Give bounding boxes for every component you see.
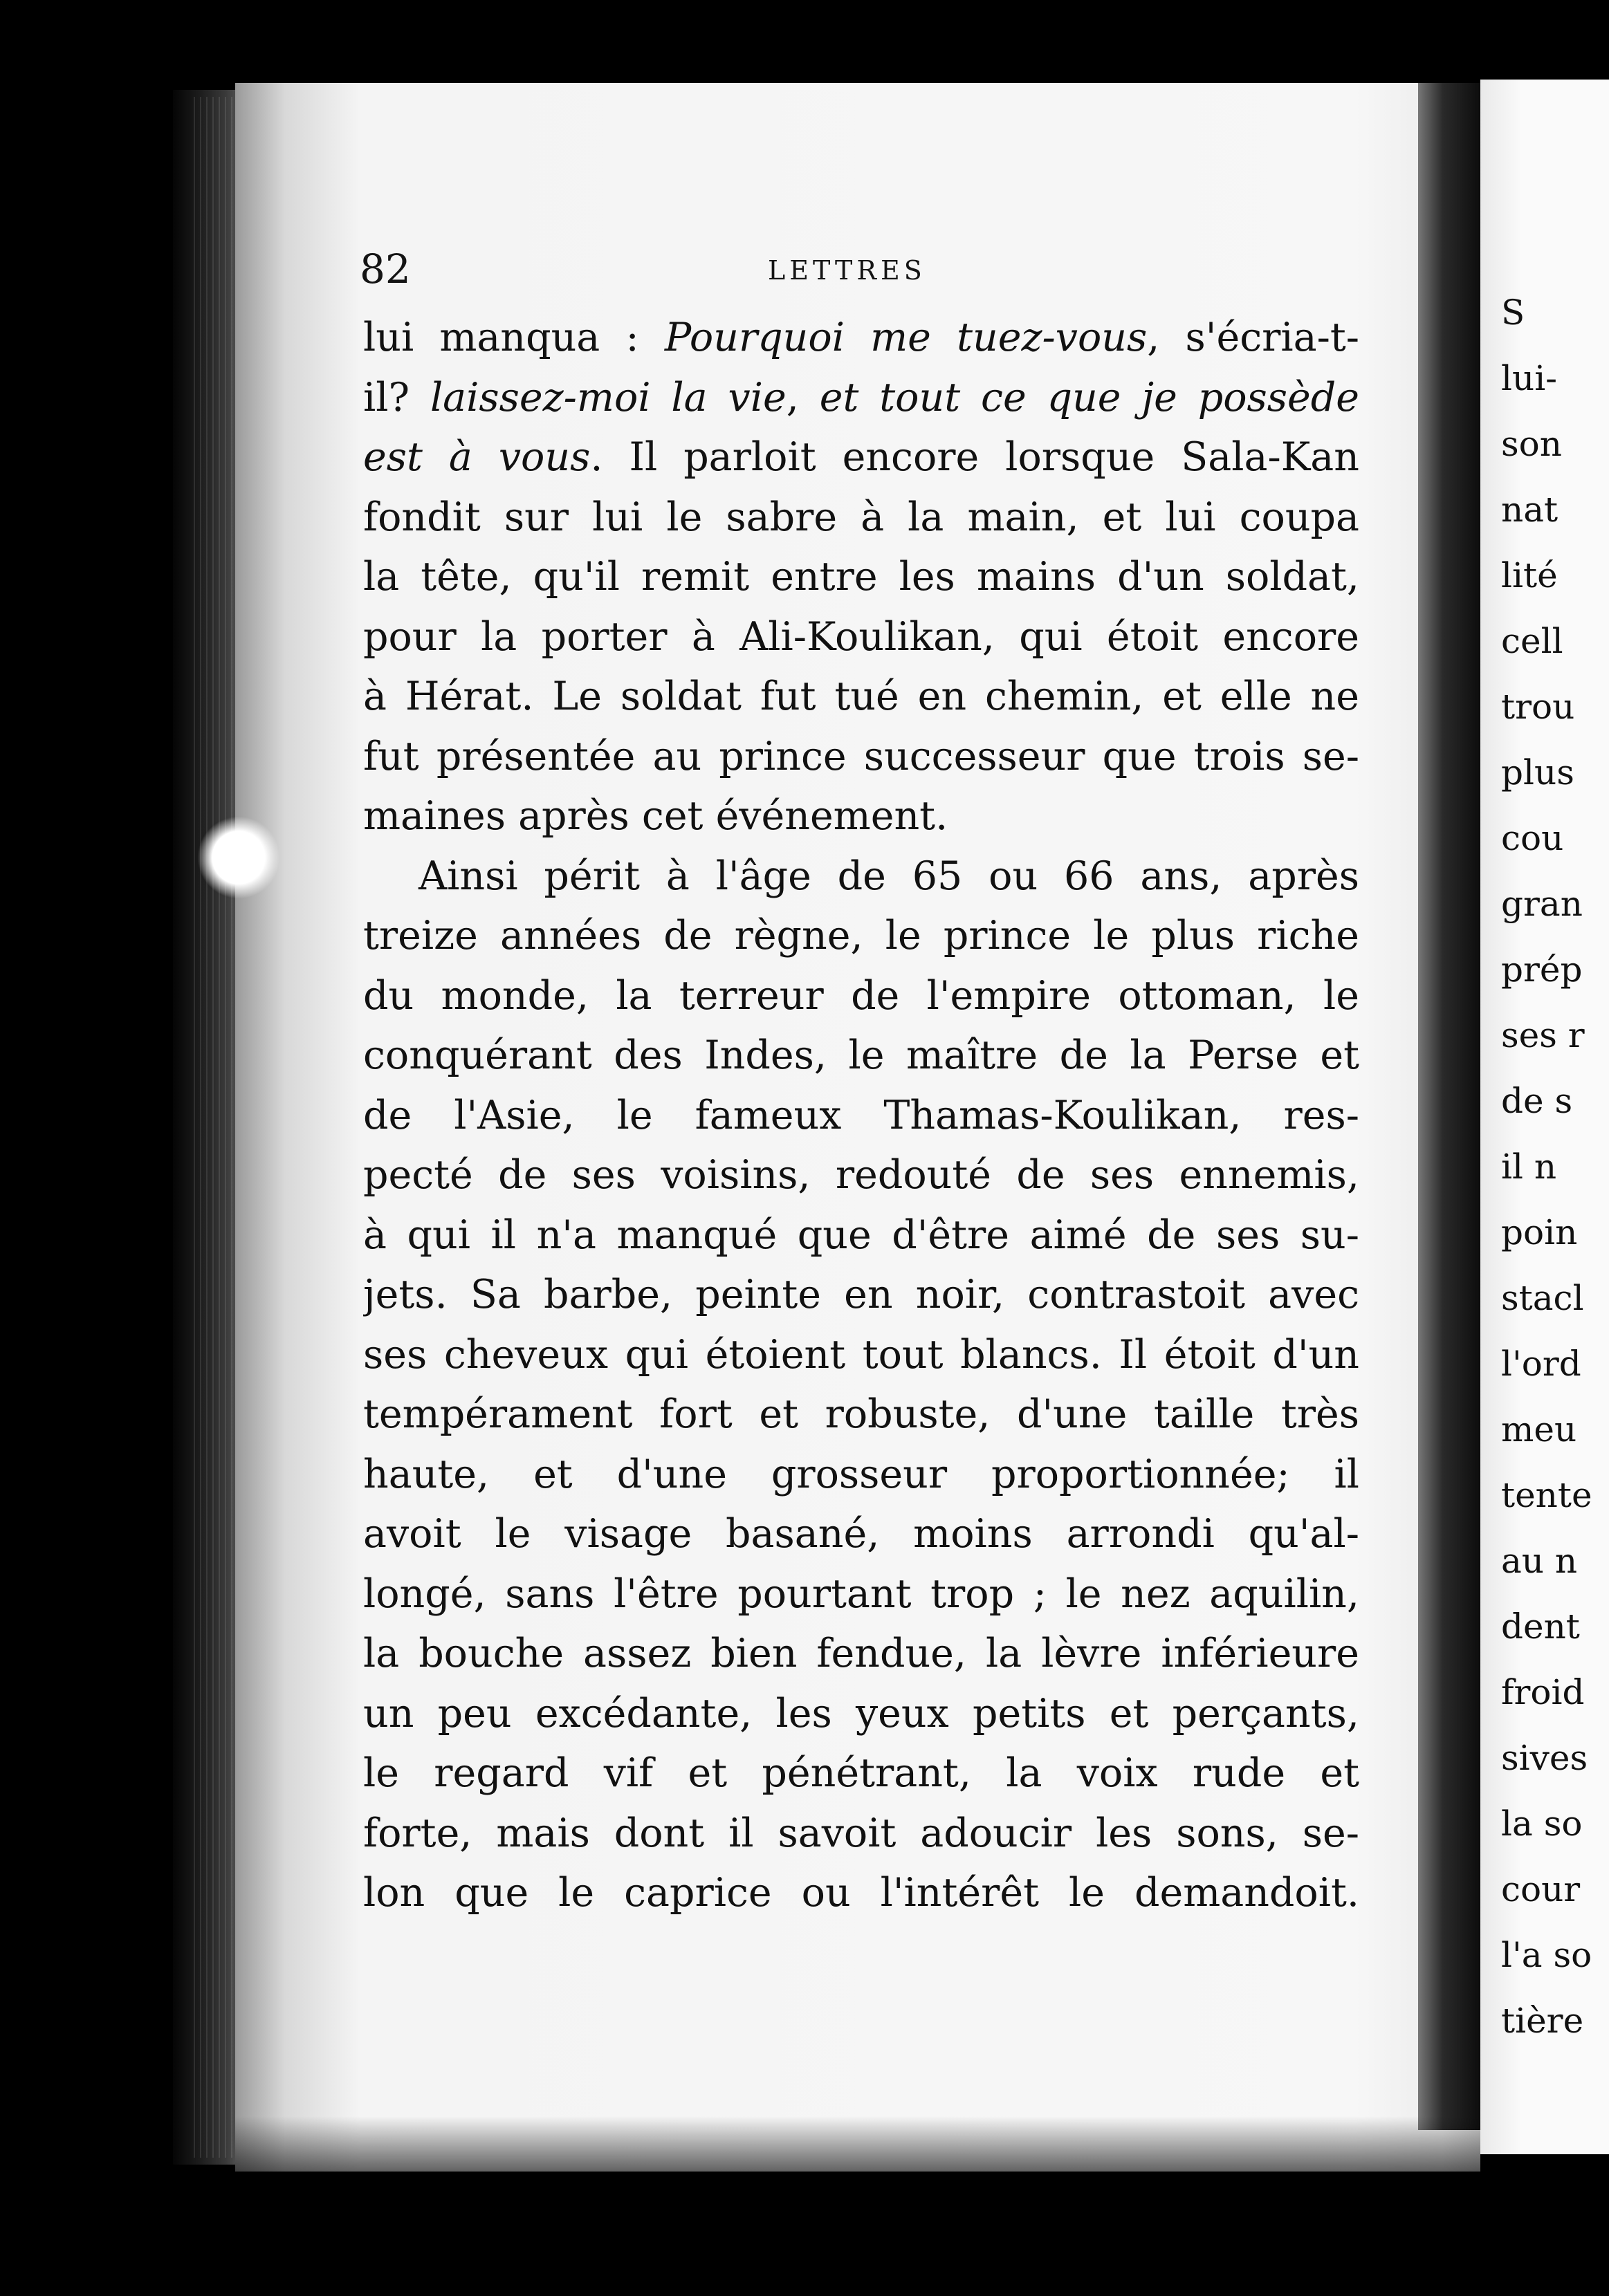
text-line [363,1624,1359,1684]
next-page-fragment: dent [1501,1607,1580,1647]
text-segment: le regard vif et pénétrant, la voix rude et [363,1750,1359,1796]
text-line [363,547,1359,607]
next-page-fragment: il n [1501,1147,1557,1187]
text-line [363,966,1359,1026]
text-line [363,488,1359,548]
next-page-fragment: la so [1501,1804,1583,1844]
next-page-text-fragments [1501,280,1609,2054]
italic-text-segment: est à vous [363,434,591,480]
next-page-fragment: gran [1501,884,1583,924]
text-segment: conquérant des Indes, le maître de la Perse et [363,1033,1359,1078]
text-line [363,308,1359,368]
text-segment: , [786,374,820,420]
text-segment: avoit le visage basané, moins arrondi qu'al- [363,1511,1359,1557]
text-segment: il? [363,374,430,420]
text-line [363,727,1359,787]
next-page-fragment: lité [1501,555,1558,595]
text-line [363,1743,1359,1804]
text-segment: Ainsi périt à l'âge de 65 ou 66 ans, après [419,853,1359,899]
text-segment: , s'écria-t- [1147,315,1359,360]
next-page-fragment: sives [1501,1738,1588,1778]
text-segment: à qui il n'a manqué que d'être aimé de ses su- [363,1212,1359,1258]
next-page-fragment: nat [1501,490,1559,530]
page-bottom-shadow [235,2116,1480,2172]
text-segment: treize années de règne, le prince le plus riche [363,913,1359,959]
text-segment: la tête, qu'il remit entre les mains d'un soldat, [363,554,1359,600]
next-page-fragment: froid [1501,1672,1585,1712]
italic-text-segment: Pourquoi me tuez-vous [664,315,1148,360]
page-number: 82 [360,246,411,293]
text-line [363,1445,1359,1505]
next-page-fragment: tente [1501,1475,1592,1515]
text-line [363,368,1359,428]
text-segment: jets. Sa barbe, peinte en noir, contrastoit avec [363,1272,1359,1317]
next-page-fragment: plus [1501,752,1574,793]
next-page-fragment: lui- [1501,358,1558,398]
text-segment: à Hérat. Le soldat fut tué en chemin, et elle ne [363,674,1359,719]
text-segment: tempérament fort et robuste, d'une taille très [363,1391,1359,1437]
text-segment: du monde, la terreur de l'empire ottoman, le [363,972,1359,1019]
paper-damage-spot [197,816,280,899]
text-line [363,906,1359,966]
next-page-fragment: tière [1501,2001,1584,2041]
text-segment: un peu excédante, les yeux petits et perçants, [363,1690,1359,1737]
text-segment: maines après cet événement. [363,793,948,839]
text-line [363,1385,1359,1445]
text-segment: longé, sans l'être pourtant trop ; le nez aquilin, [363,1571,1359,1617]
center-fold [1418,83,1480,2130]
next-page-fragment: S [1501,293,1525,333]
next-page-fragment: stacl [1501,1278,1584,1318]
next-page-fragment: ses r [1501,1015,1585,1055]
text-line [363,1564,1359,1624]
text-line [363,607,1359,667]
next-page-fragment: trou [1501,687,1575,727]
next-page-fragment: prép [1501,950,1583,990]
text-segment: haute, et d'une grosseur proportionnée; il [363,1451,1359,1497]
text-line [363,1265,1359,1325]
text-segment: forte, mais dont il savoit adoucir les sons, se- [363,1810,1359,1856]
next-page-fragment: cou [1501,818,1564,858]
text-line [363,1205,1359,1266]
text-line [363,1684,1359,1744]
next-page-fragment: l'ord [1501,1344,1581,1384]
text-line [363,1145,1359,1205]
text-line [363,667,1359,727]
next-page-fragment: son [1501,424,1562,464]
text-segment: pour la porter à Ali-Koulikan, qui étoit encore [363,613,1359,660]
text-segment: lui manqua : [363,315,665,360]
text-line [363,427,1359,488]
text-line [363,1026,1359,1086]
text-segment: . Il parloit encore lorsque Sala-Kan [590,434,1359,480]
text-segment: lon que le caprice ou l'intérêt le demandoit. [363,1870,1359,1916]
next-page-fragment: l'a so [1501,1935,1592,1975]
text-segment: ses cheveux qui étoient tout blancs. Il étoit d'un [363,1331,1359,1378]
next-page-fragment: poin [1501,1212,1578,1252]
text-segment: pecté de ses voisins, redouté de ses ennemis, [363,1152,1359,1198]
text-line [363,846,1359,907]
next-page-fragment: cour [1501,1869,1581,1909]
text-line [363,1863,1359,1923]
text-line [363,1504,1359,1564]
body-text [363,308,1359,1923]
italic-text-segment: et tout ce que je possède [819,374,1359,420]
text-segment: la bouche assez bien fendue, la lèvre inférieure [363,1631,1359,1676]
next-page-fragment: meu [1501,1409,1577,1450]
next-page-fragment: de s [1501,1081,1573,1121]
text-line [363,1086,1359,1146]
text-segment: de l'Asie, le fameux Thamas-Koulikan, res- [363,1092,1359,1138]
text-segment: fondit sur lui le sabre à la main, et lui coupa [363,494,1359,540]
text-line [363,1804,1359,1864]
page-header [360,246,1356,301]
text-line [363,1325,1359,1385]
text-segment: fut présentée au prince successeur que trois se- [363,733,1359,779]
text-line [363,786,1359,846]
next-page-fragment: cell [1501,621,1563,661]
next-page-fragment: au n [1501,1541,1578,1581]
running-head: LETTRES [768,255,926,286]
italic-text-segment: laissez-moi la vie [430,374,787,420]
